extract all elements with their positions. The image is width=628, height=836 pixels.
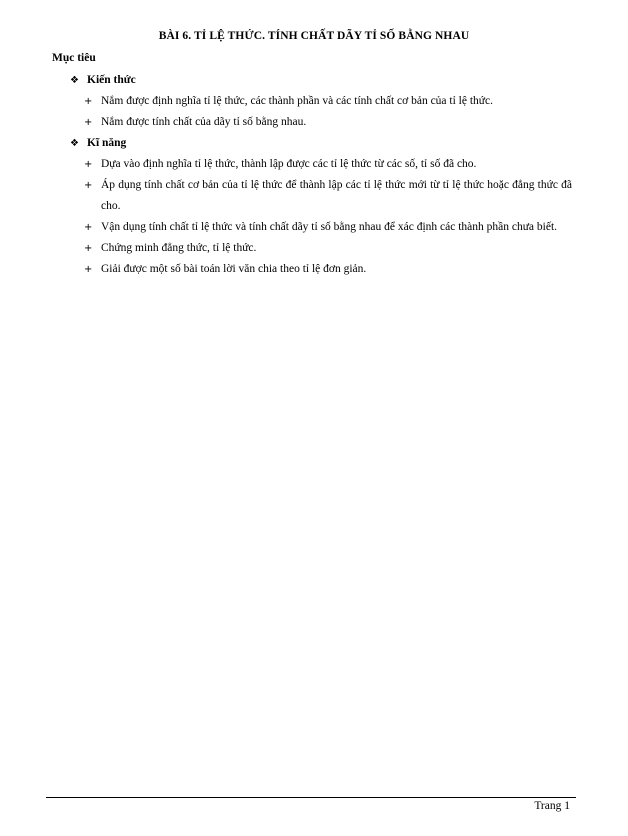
list-item (84, 175, 572, 217)
section-heading-label: Kĩ năng (87, 137, 127, 149)
section-skills-list (84, 154, 572, 280)
list-item-text: Vận dụng tính chất tỉ lệ thức và tính chất dãy tỉ số bằng nhau để xác định các thành phần chưa biết. (101, 221, 558, 233)
plus-bullet-icon: + (84, 180, 93, 191)
list-item-text: Áp dụng tính chất cơ bản của tỉ lệ thức để thành lập các tỉ lệ thức mới từ tỉ lệ thức hoặc đẳng thức đã cho. (101, 179, 572, 212)
diamond-bullet-icon: ❖ (70, 75, 79, 86)
objective-heading: Mục tiêu (52, 52, 96, 64)
list-item-text: Giải được một số bài toán lời văn chia theo tỉ lệ đơn giản. (101, 263, 367, 275)
plus-bullet-icon: + (84, 159, 93, 170)
lesson-title: BÀI 6. TỈ LỆ THỨC. TÍNH CHẤT DÃY TỈ SỐ BẰNG NHAU (158, 30, 470, 42)
section-knowledge-heading (70, 74, 136, 86)
list-item-text: Nắm được tính chất của dãy tỉ số bằng nhau. (101, 116, 307, 128)
list-item-text: Chứng minh đẳng thức, tỉ lệ thức. (101, 242, 257, 254)
plus-bullet-icon: + (84, 117, 93, 128)
diamond-bullet-icon: ❖ (70, 138, 79, 149)
plus-bullet-icon: + (84, 222, 93, 233)
page-number: Trang 1 (534, 800, 570, 812)
plus-bullet-icon: + (84, 243, 93, 254)
list-item (84, 112, 572, 133)
list-item (84, 91, 572, 112)
section-skills-heading (70, 137, 126, 149)
plus-bullet-icon: + (84, 96, 93, 107)
list-item-text: Nắm được định nghĩa tỉ lệ thức, các thành phần và các tính chất cơ bản của tỉ lệ thức. (101, 95, 494, 107)
list-item (84, 217, 572, 238)
list-item (84, 154, 572, 175)
section-knowledge-list (84, 91, 572, 133)
footer-divider (46, 797, 576, 798)
list-item (84, 259, 572, 280)
section-heading-label: Kiến thức (87, 74, 136, 86)
list-item-text: Dựa vào định nghĩa tỉ lệ thức, thành lập được các tỉ lệ thức từ các số, tỉ số đã cho. (101, 158, 477, 170)
plus-bullet-icon: + (84, 264, 93, 275)
list-item (84, 238, 572, 259)
